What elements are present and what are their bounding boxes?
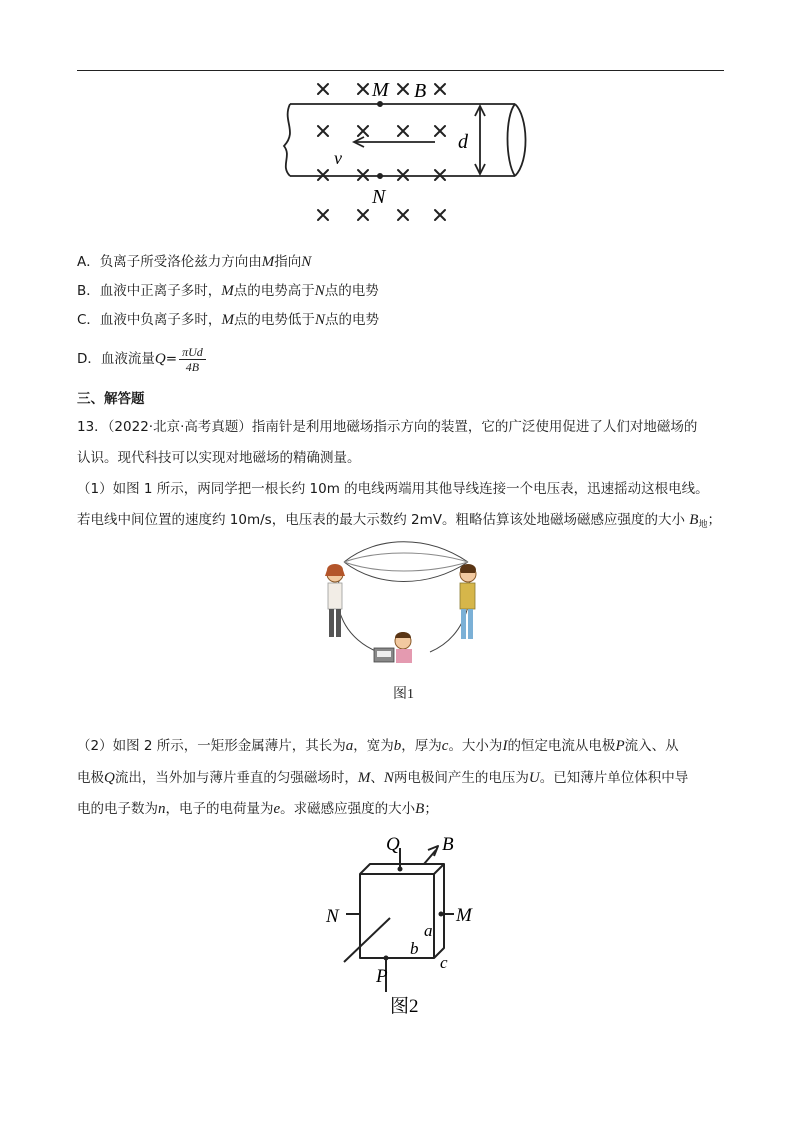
electrode-m-dot: [377, 101, 383, 107]
option-c: C．血液中负离子多时，M点的电势低于N点的电势: [77, 312, 379, 328]
q13-p2-line3: 电的电子数为n，电子的电荷量为e。求磁感应强度的大小B；: [77, 801, 438, 817]
option-d: D．血液流量Q= $\frac{\text{πUd}}{4B}$: [77, 344, 206, 374]
figure1-caption: 图1: [393, 687, 414, 702]
fig2-label-q: Q: [386, 834, 400, 855]
right-student: [460, 564, 476, 639]
q13-line1: 13．（2022·北京·高考真题）指南针是利用地磁场指示方向的装置，它的广泛使用促进了人们对地磁场的: [77, 419, 698, 435]
figure2-caption: 图2: [390, 996, 419, 1017]
fig2-label-c: c: [440, 953, 448, 972]
label-m: M: [372, 79, 389, 101]
fig2-label-b-width: b: [410, 939, 419, 958]
label-b: B: [414, 80, 427, 102]
section-title: 三、解答题: [77, 391, 145, 407]
flow-fraction: $\frac{\text{πUd}}{4B}$: [179, 345, 206, 374]
electrode-n-dot: [377, 173, 383, 179]
q13-p1-line2: 若电线中间位置的速度约 10m/s，电压表的最大示数约 2mV。粗略估算该处地磁场磁感应强度的大小 $B_地$；: [77, 512, 721, 530]
label-n: N: [372, 186, 386, 208]
middle-student: [374, 632, 412, 663]
option-b: B．血液中正离子多时，M点的电势高于N点的电势: [77, 283, 379, 299]
left-student: [325, 564, 345, 637]
fig2-label-n: N: [326, 906, 339, 927]
q13-p2-line2: 电极Q流出，当外加与薄片垂直的匀强磁场时，M、N两电极间产生的电压为U。已知薄片单位体积中导: [77, 770, 689, 786]
fig2-label-m: M: [456, 905, 472, 926]
vessel-figure: [270, 76, 540, 226]
fig2-label-b: B: [442, 834, 454, 855]
fig2-label-p: P: [376, 966, 388, 987]
q13-p1-line1: （1）如图 1 所示，两同学把一根长约 10m 的电线两端用其他导线连接一个电压表，迅速摇动这根电线。: [77, 481, 709, 497]
figure1-illustration: [318, 540, 488, 690]
label-d: d: [458, 131, 468, 153]
figure2-slab: [320, 832, 490, 1022]
q13-line2: 认识。现代科技可以实现对地磁场的精确测量。: [77, 450, 361, 466]
label-v: v: [334, 148, 342, 168]
header-rule: [77, 70, 724, 71]
q13-p2-line1: （2）如图 2 所示，一矩形金属薄片，其长为a，宽为b，厚为c。大小为I的恒定电流从电极P流入、从: [77, 738, 679, 754]
option-a: A．负离子所受洛伦兹力方向由M指向N: [77, 254, 312, 270]
fig2-label-a: a: [424, 921, 433, 940]
